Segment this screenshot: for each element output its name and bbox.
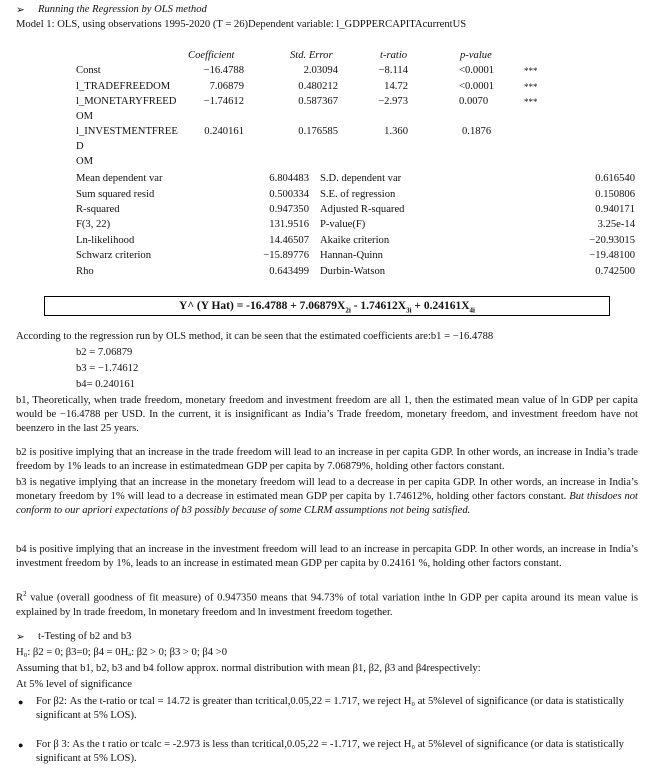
coef-row-t: 1.360 — [384, 126, 408, 137]
stat-value-2: 0.616540 — [595, 173, 635, 184]
hypotheses: H₀: β2 = 0; β3=0; β4 = 0Hₐ: β2 > 0; β3 > 0; β4 >0 — [16, 647, 228, 658]
stat-label: Schwarz criterion — [76, 250, 152, 261]
bullet-beta2: For β2: As the t-ratio or tcal = 14.72 is greater than tcritical,0.05,22 = 1.717, we reject H₀ at 5%level of significance (or data is statistically significant at 5% LOS). — [36, 696, 624, 722]
stat-label-2: Akaike criterion — [320, 235, 390, 246]
coef-row-p: 0.0070 — [459, 96, 489, 107]
stat-label-2: S.E. of regression — [320, 189, 396, 200]
stat-label-2: Adjusted R-squared — [320, 204, 405, 215]
coef-row-se: 0.176585 — [298, 126, 338, 137]
stat-label-2: P-value(F) — [320, 219, 366, 230]
stat-value: 6.804483 — [269, 173, 309, 184]
stat-value-2: 0.150806 — [595, 189, 635, 200]
coef-list-item: b2 = 7.06879 — [76, 347, 133, 358]
coef-row-coef: −16.4788 — [203, 65, 244, 76]
stat-value: −15.89776 — [263, 250, 309, 261]
col-header-std-error: Std. Error — [290, 50, 333, 61]
stat-label: Rho — [76, 266, 94, 277]
section-arrow: ➢ — [16, 632, 25, 643]
coef-row-p: <0.0001 — [459, 65, 495, 76]
paragraph-b3: b3 is negative implying that an increase in the monetary freedom will lead to a decrease in per capita GDP. In other words, an increase in India’s monetary freedom by 1% will lead to a decrease in estimated mean GDP per capita by 1.74612%, holding other factors constant. But thisdoes not conform to our apriori expectations of b3 possibly because of some CLRM assumptions not being satisfied. — [16, 477, 638, 517]
bullet-icon: ● — [18, 740, 24, 750]
coef-row-name: D — [76, 141, 84, 152]
stat-value: 0.947350 — [269, 204, 309, 215]
section-arrow: ➢ — [16, 5, 25, 16]
coef-row-name: l_INVESTMENTFREE — [76, 126, 178, 137]
coef-row-t: 14.72 — [384, 81, 408, 92]
bullet-icon: ● — [18, 697, 24, 707]
coef-list-item: b3 = −1.74612 — [76, 363, 139, 374]
assumption-line: Assuming that b1, b2, b3 and b4 follow approx. normal distribution with mean β1, β2, β3 and β4respectively: — [16, 663, 481, 674]
stat-value: 131.9516 — [269, 219, 309, 230]
section-heading: t-Testing of b2 and b3 — [38, 631, 132, 642]
bullet-beta3: For β 3: As the t ratio or tcalc = -2.973 is less than tcritical,0.05,22 = -1.717, we reject H₀ at 5%level of significance (or data is statistically significant at 5% LOS). — [36, 739, 624, 765]
stat-value-2: 0.940171 — [595, 204, 635, 215]
stat-label-2: Hannan-Quinn — [320, 250, 383, 261]
model-line: Model 1: OLS, using observations 1995-2020 (T = 26)Dependent variable: l_GDPPERCAPITAcurrentUS — [16, 19, 467, 30]
coef-row-p: 0.1876 — [462, 126, 492, 137]
stat-value-2: 0.742500 — [595, 266, 635, 277]
stat-label: R-squared — [76, 204, 120, 215]
coef-intro: According to the regression run by OLS method, it can be seen that the estimated coefficients are:b1 = −16.4788 — [16, 331, 494, 342]
stat-label: Sum squared resid — [76, 189, 155, 200]
stat-value-2: −20.93015 — [589, 235, 635, 246]
paragraph-b4: b4 is positive implying that an increase in the investment freedom will lead to an increase in percapita GDP. In other words, an increase in India’s investment freedom by 1%, leads to an increase in estimated mean GDP per capita by 0.24161 %, holding other factors constant. — [16, 544, 638, 570]
coef-row-stars: *** — [524, 66, 538, 76]
coef-row-name: l_TRADEFREEDOM — [76, 81, 171, 92]
coef-row-t: −8.114 — [378, 65, 408, 76]
coef-row-name: OM — [76, 156, 94, 167]
coef-row-coef: 7.06879 — [209, 81, 244, 92]
coef-row-stars: *** — [524, 82, 538, 92]
stat-value: 14.46507 — [269, 235, 309, 246]
paragraph-b1: b1, Theoretically, when trade freedom, monetary freedom and investment freedom are all 1, then the estimated mean value of ln GDP per capita would be −16.4788 per USD. In the current, it is insignificant as India’s Trade freedom, monetary freedom, and investment freedom have not beenzero in the last 25 years. — [16, 395, 638, 435]
stat-label: F(3, 22) — [76, 219, 111, 230]
stat-value: 0.500334 — [269, 189, 309, 200]
coef-row-se: 0.480212 — [298, 81, 338, 92]
paragraph-b2: b2 is positive implying that an increase in the trade freedom will lead to an increase in per capita GDP. In other words, an increase in India’s trade freedom by 1% leads to an increase in estimatedmean GDP per capita by 7.06879%, holding other factors constant. — [16, 447, 638, 473]
stat-value: 0.643499 — [269, 266, 309, 277]
stat-value-2: 3.25e-14 — [597, 219, 635, 230]
stat-label: Mean dependent var — [76, 173, 163, 184]
stat-label-2: Durbin-Watson — [320, 266, 386, 277]
stat-value-2: −19.48100 — [589, 250, 635, 261]
stat-label: Ln-likelihood — [76, 235, 135, 246]
coef-row-p: <0.0001 — [459, 81, 495, 92]
coef-list-item: b4= 0.240161 — [76, 379, 135, 390]
coef-row-name: Const — [76, 65, 101, 76]
significance-level: At 5% level of significance — [16, 679, 132, 690]
coef-row-name: l_MONETARYFREED — [76, 96, 177, 107]
paragraph-r-squared: $R^2$ value (overall goodness of fit measure) of 0.947350 means that 94.73% of total variation inthe ln GDP per capita around its mean value is explained by ln trade freedom, ln monetary freedom and ln investment freedom together. — [16, 590, 638, 618]
section-heading: Running the Regression by OLS method — [38, 4, 207, 15]
coef-row-coef: 0.240161 — [204, 126, 244, 137]
coef-row-name: OM — [76, 111, 94, 122]
coef-row-t: −2.973 — [378, 96, 408, 107]
col-header-t-ratio: t-ratio — [380, 50, 408, 61]
col-header-coefficient: Coefficient — [188, 50, 235, 61]
coef-row-stars: *** — [524, 97, 538, 107]
col-header-p-value: p-value — [460, 50, 492, 61]
coef-row-se: 2.03094 — [303, 65, 338, 76]
coef-row-se: 0.587367 — [298, 96, 338, 107]
regression-equation: Y^ (Y $Hat) = -16.4788 + 7.06879X_{2i} - 1.74612X_{3i} + 0.24161X_{4i}$ — [44, 296, 610, 316]
stat-label-2: S.D. dependent var — [320, 173, 402, 184]
coef-row-coef: −1.74612 — [203, 96, 244, 107]
